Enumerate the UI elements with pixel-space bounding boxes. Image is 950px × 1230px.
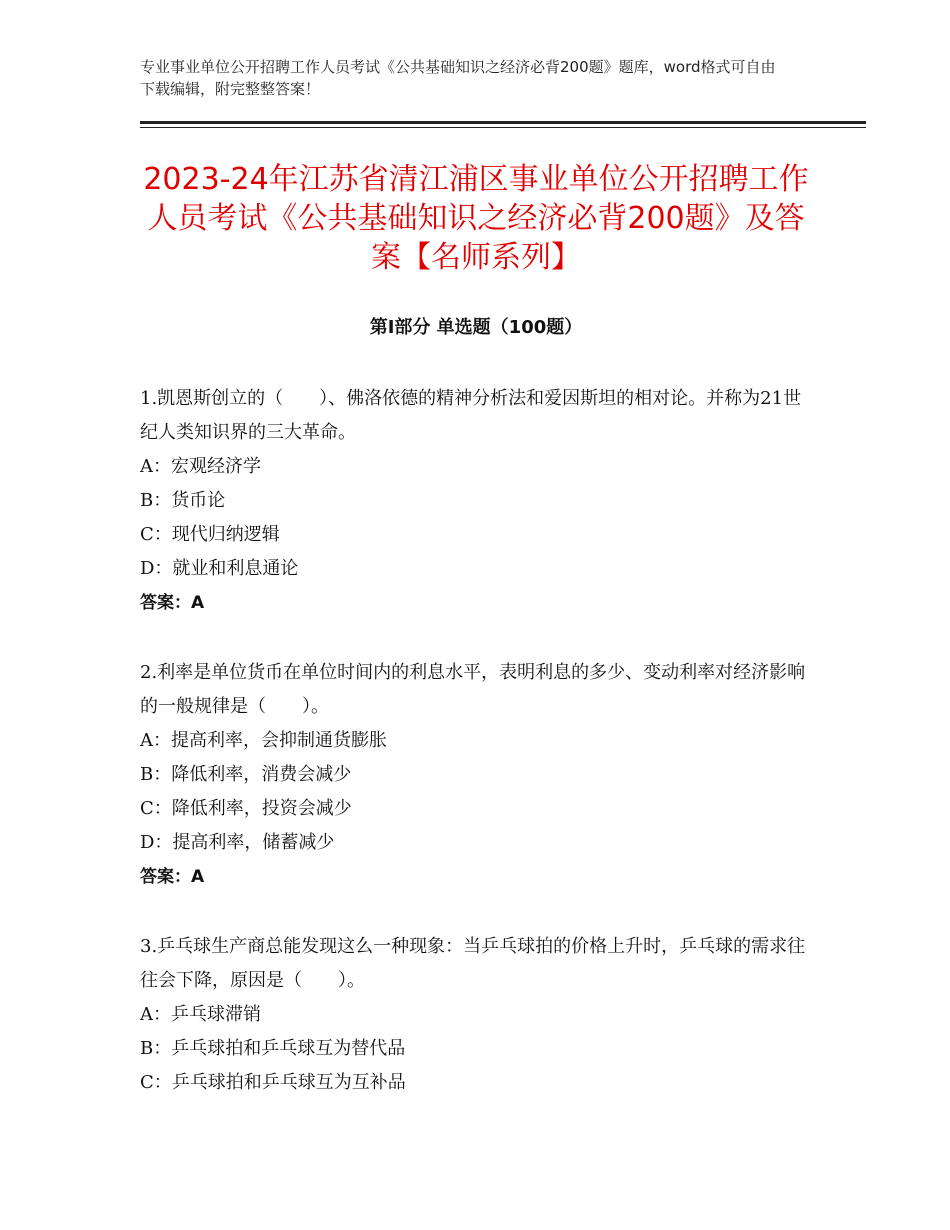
option-a: A：提高利率，会抑制通货膨胀 (140, 730, 387, 751)
option-d: D：就业和利息通论 (140, 558, 299, 579)
question-list (140, 382, 812, 1136)
question-3 (140, 930, 812, 1100)
option-b: B：降低利率，消费会减少 (140, 764, 352, 785)
question-1 (140, 382, 812, 620)
section-heading: 第Ⅰ部分 单选题（100题） (369, 317, 583, 338)
option-a: A：宏观经济学 (140, 456, 261, 477)
option-d: D：提高利率，储蓄减少 (140, 832, 335, 853)
header-note: 专业事业单位公开招聘工作人员考试《公共基础知识之经济必背200题》题库，word格式可自由下载编辑，附完整整答案！ (140, 58, 776, 98)
header-divider-thin (140, 127, 866, 128)
question-stem: 3.乒乓球生产商总能发现这么一种现象：当乒乓球拍的价格上升时，乒乓球的需求往往会下降，原因是（ ）。 (140, 936, 806, 991)
answer: 答案：A (140, 593, 205, 613)
header-divider-thick (140, 121, 866, 124)
answer: 答案：A (140, 867, 205, 887)
option-a: A：乒乓球滞销 (140, 1004, 261, 1025)
document-title: 2023-24年江苏省清江浦区事业单位公开招聘工作人员考试《公共基础知识之经济必背200题》及答案【名师系列】 (143, 162, 809, 275)
question-stem: 1.凯恩斯创立的（ ）、佛洛依德的精神分析法和爱因斯坦的相对论。并称为21世纪人类知识界的三大革命。 (140, 388, 802, 443)
option-b: B：货币论 (140, 490, 226, 511)
question-2 (140, 656, 812, 894)
option-c: C：降低利率，投资会减少 (140, 798, 352, 819)
option-c: C：乒乓球拍和乒乓球互为互补品 (140, 1072, 406, 1093)
option-b: B：乒乓球拍和乒乓球互为替代品 (140, 1038, 406, 1059)
question-stem: 2.利率是单位货币在单位时间内的利息水平，表明利息的多少、变动利率对经济影响的一般规律是（ ）。 (140, 662, 806, 717)
option-c: C：现代归纳逻辑 (140, 524, 280, 545)
